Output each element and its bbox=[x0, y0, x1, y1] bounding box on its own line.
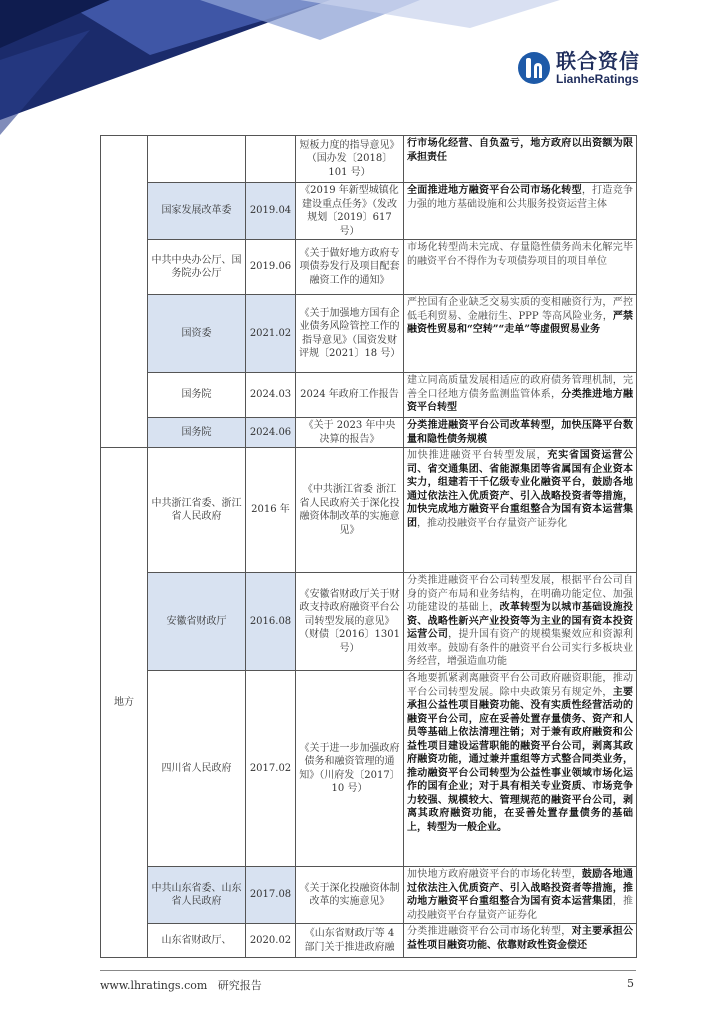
content-cell bbox=[404, 240, 637, 295]
content-text: ，提升国有资产的规模集聚效应和资源利用效率。鼓励有条件的融资平台公司实行多板块业务经营，增强造血功能 bbox=[407, 629, 634, 667]
content-cell bbox=[404, 295, 637, 373]
table-row bbox=[101, 136, 637, 183]
issuer-cell: 国务院 bbox=[148, 373, 246, 418]
date-cell: 2016.08 bbox=[246, 573, 296, 671]
issuer-cell: 四川省人民政府 bbox=[148, 671, 246, 867]
lianhe-ratings-logo bbox=[518, 50, 640, 86]
table-row bbox=[101, 448, 637, 573]
content-bold-text: 全面推进地方融资平台公司市场化转型 bbox=[407, 185, 582, 196]
content-text: 市场化转型尚未完成、存量隐性债务尚未化解完毕的融资平台不得作为专项债券项目的项目单位 bbox=[407, 242, 633, 267]
issuer-cell: 国务院 bbox=[148, 418, 246, 448]
issuer-cell: 中共中央办公厅、国务院办公厅 bbox=[148, 240, 246, 295]
content-text: ，推动投融资平台存量资产证券化 bbox=[407, 896, 634, 921]
content-cell bbox=[404, 671, 637, 867]
content-bold-text: 鼓励各地通过依法注入优质资产、引入战略投资者等措施，推动地方融资平台重组整合为国有资本运营集团 bbox=[407, 869, 634, 907]
category-cell-local: 地方 bbox=[101, 448, 148, 958]
document-cell: 短板力度的指导意见》（国办发〔2018〕101 号） bbox=[296, 136, 404, 183]
table-row bbox=[101, 240, 637, 295]
content-cell bbox=[404, 573, 637, 671]
content-bold-text: 主要承担公益性项目融资功能、没有实质性经营活动的融资平台公司，应在妥善处置存量债务、资产和人员等基础上依法清理注销；对于兼有政府融资和公益性项目建设运营职能的融资平台公司，剥离其政府融资功能，通过兼并重组等方式整合同类业务，推动融资平台公司转型为公益性事业领域市场化运作的国有企业；对于具有相关专业资质、市场竞争力较强、规模较大、管理规范的融资平台公司，剥离其政府融资功能，在妥善处置存量债务的基础上，转型为一般企业。 bbox=[407, 686, 634, 833]
content-cell bbox=[404, 136, 637, 183]
table-row bbox=[101, 295, 637, 373]
document-cell: 《关于进一步加强政府债务和融资管理的通知》（川府发〔2017〕10 号） bbox=[296, 671, 404, 867]
content-text: ，打造竞争力强的地方基础设施和公共服务投资运营主体 bbox=[407, 185, 634, 210]
policy-table-body bbox=[101, 136, 637, 958]
table-row bbox=[101, 573, 637, 671]
date-cell: 2020.02 bbox=[246, 924, 296, 958]
document-cell: 《关于加强地方国有企业债务风险管控工作的指导意见》（国资发财评规〔2021〕18 号） bbox=[296, 295, 404, 373]
content-cell bbox=[404, 924, 637, 958]
content-bold-text: 对主要承担公益性项目融资功能、依靠财政性资金偿还 bbox=[407, 926, 634, 951]
content-cell bbox=[404, 183, 637, 240]
issuer-cell: 安徽省财政厅 bbox=[148, 573, 246, 671]
logo-text bbox=[556, 50, 640, 86]
issuer-cell bbox=[148, 136, 246, 183]
content-text: 加快地方政府融资平台的市场化转型， bbox=[407, 869, 582, 880]
date-cell: 2019.06 bbox=[246, 240, 296, 295]
document-cell: 《关于深化投融资体制改革的实施意见》 bbox=[296, 867, 404, 924]
content-text: 严控国有企业缺乏交易实质的变相融资行为，严控低毛利贸易、金融衍生、PPP 等高风险业务， bbox=[407, 297, 633, 322]
issuer-cell: 国家发展改革委 bbox=[148, 183, 246, 240]
category-cell bbox=[101, 136, 148, 448]
content-text: 各地要抓紧剥离融资平台公司政府融资职能，推动平台公司转型发展。除中央政策另有规定外， bbox=[407, 673, 633, 698]
logo-chinese-name: 联合资信 bbox=[556, 49, 640, 73]
issuer-cell: 中共浙江省委、浙江省人民政府 bbox=[148, 448, 246, 573]
date-cell bbox=[246, 136, 296, 183]
footer-divider bbox=[100, 970, 636, 971]
content-text: 分类推进融资平台公司转型发展，根据平台公司自身的资产布局和业务结构，在明确功能定位、加强功能建设的基础上， bbox=[407, 575, 633, 613]
issuer-cell: 国资委 bbox=[148, 295, 246, 373]
document-cell: 《山东省财政厅等 4 部门关于推进政府融 bbox=[296, 924, 404, 958]
content-text: ，推动投融资平台存量资产证券化 bbox=[417, 517, 567, 529]
content-bold-text: 分类推进地方融资平台转型 bbox=[407, 388, 634, 413]
document-cell: 《2019 年新型城镇化建设重点任务》（发改规划〔2019〕617 号） bbox=[296, 183, 404, 240]
content-cell bbox=[404, 448, 637, 573]
date-cell: 2017.08 bbox=[246, 867, 296, 924]
footer-left bbox=[100, 977, 262, 993]
table-row bbox=[101, 373, 637, 418]
content-text: 分类推进融资平台公司市场化转型， bbox=[407, 926, 572, 937]
table-row bbox=[101, 418, 637, 448]
footer-report-label: 研究报告 bbox=[217, 979, 262, 992]
document-cell: 2024 年政府工作报告 bbox=[296, 373, 404, 418]
date-cell: 2019.04 bbox=[246, 183, 296, 240]
date-cell: 2016 年 bbox=[246, 448, 296, 573]
content-cell bbox=[404, 418, 637, 448]
content-cell bbox=[404, 373, 637, 418]
content-text: 加快推进融资平台转型发展， bbox=[407, 450, 548, 461]
footer-page-number: 5 bbox=[627, 977, 634, 990]
content-bold-text: 严禁融资性贸易和“空转”“走单”等虚假贸易业务 bbox=[407, 310, 633, 335]
logo-english-name: LianheRatings bbox=[556, 72, 639, 86]
lianhe-logo-icon bbox=[518, 52, 550, 84]
date-cell: 2024.06 bbox=[246, 418, 296, 448]
document-cell: 《中共浙江省委 浙江省人民政府关于深化投融资体制改革的实施意见》 bbox=[296, 448, 404, 573]
date-cell: 2024.03 bbox=[246, 373, 296, 418]
content-cell bbox=[404, 867, 637, 924]
table-row bbox=[101, 867, 637, 924]
table-row bbox=[101, 924, 637, 958]
policy-table bbox=[100, 135, 637, 958]
issuer-cell: 中共山东省委、山东省人民政府 bbox=[148, 867, 246, 924]
date-cell: 2017.02 bbox=[246, 671, 296, 867]
document-cell: 《关于 2023 年中央决算的报告》 bbox=[296, 418, 404, 448]
content-bold-text: 充实省国资运营公司、省交通集团、省能源集团等省属国有企业资本实力，组建若干千亿级专业化融资平台，鼓励各地通过依法注入优质资产、引入战略投资者等措施，加快完成地方融资平台重组整合为国有资本运营集团 bbox=[407, 450, 634, 529]
content-bold-text: 改革转型为以城市基础设施投资、战略性新兴产业投资等为主业的国有资本投资运营公司 bbox=[407, 602, 634, 640]
date-cell: 2021.02 bbox=[246, 295, 296, 373]
document-cell: 《关于做好地方政府专项债券发行及项目配套融资工作的通知》 bbox=[296, 240, 404, 295]
content-bold-text: 分类推进融资平台公司改革转型，加快压降平台数量和隐性债务规模 bbox=[407, 420, 633, 445]
issuer-cell: 山东省财政厅、 bbox=[148, 924, 246, 958]
footer-website: www.lhratings.com bbox=[100, 979, 208, 992]
table-row bbox=[101, 183, 637, 240]
content-bold-text: 行市场化经营、自负盈亏，地方政府以出资额为限承担责任 bbox=[407, 138, 633, 163]
table-row bbox=[101, 671, 637, 867]
content-text: 建立同高质量发展相适应的政府债务管理机制，完善全口径地方债务监测监管体系， bbox=[407, 375, 633, 400]
document-cell: 《安徽省财政厅关于财政支持政府融资平台公司转型发展的意见》（财债〔2016〕1301 号） bbox=[296, 573, 404, 671]
